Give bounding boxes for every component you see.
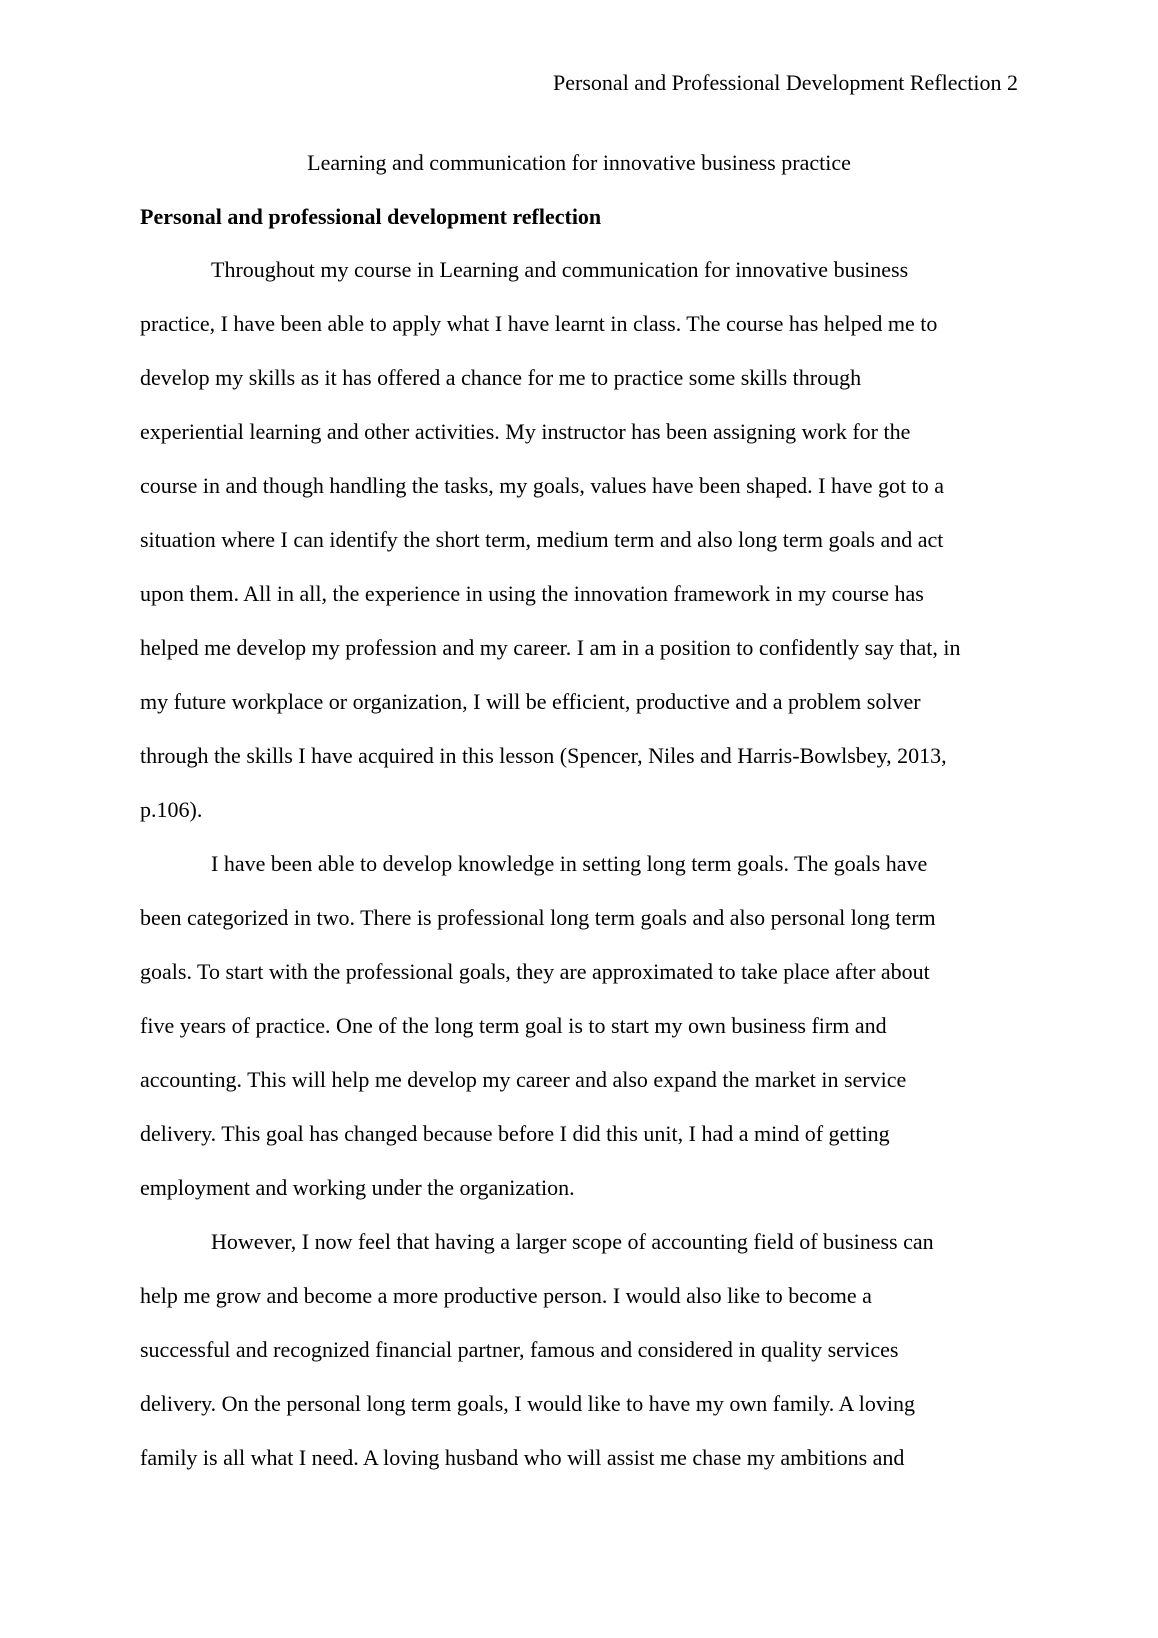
text-line: develop my skills as it has offered a chance for me to practice some skills through [140,365,862,390]
text-line: situation where I can identify the short term, medium term and also long term goals and act [140,527,944,552]
text-line: been categorized in two. There is professional long term goals and also personal long term [140,905,936,930]
text-line: p.106). [140,797,203,822]
text-line: successful and recognized financial partner, famous and considered in quality services [140,1337,899,1362]
text-line: employment and working under the organization. [140,1175,575,1200]
text-line: I have been able to develop knowledge in setting long term goals. The goals have [211,851,928,876]
text-line: helped me develop my profession and my career. I am in a position to confidently say that, in [140,635,961,660]
text-line: experiential learning and other activities. My instructor has been assigning work for the [140,419,911,444]
text-line: Throughout my course in Learning and communication for innovative business [211,257,909,282]
running-head: Personal and Professional Development Reflection 2 [553,70,1018,95]
text-line: However, I now feel that having a larger scope of accounting field of business can [211,1229,934,1254]
text-line: through the skills I have acquired in this lesson (Spencer, Niles and Harris-Bowlsbey, 2013, [140,743,947,768]
text-line: practice, I have been able to apply what I have learnt in class. The course has helped me to [140,311,938,336]
text-line: my future workplace or organization, I will be efficient, productive and a problem solver [140,689,921,714]
section-heading: Personal and professional development reflection [140,204,602,229]
paragraph-3 [140,1227,1020,1497]
document-body [140,255,1020,1497]
paragraph-2 [140,849,1020,1227]
text-line: accounting. This will help me develop my career and also expand the market in service [140,1067,907,1092]
text-line: delivery. This goal has changed because before I did this unit, I had a mind of getting [140,1121,890,1146]
text-line: goals. To start with the professional goals, they are approximated to take place after about [140,959,930,984]
text-line: family is all what I need. A loving husband who will assist me chase my ambitions and [140,1445,905,1470]
text-line: help me grow and become a more productive person. I would also like to become a [140,1283,872,1308]
text-line: delivery. On the personal long term goals, I would like to have my own family. A loving [140,1391,915,1416]
text-line: course in and though handling the tasks, my goals, values have been shaped. I have got to a [140,473,945,498]
document-title: Learning and communication for innovative business practice [307,150,851,175]
text-line: upon them. All in all, the experience in using the innovation framework in my course has [140,581,924,606]
paragraph-1 [140,255,1020,849]
text-line: five years of practice. One of the long term goal is to start my own business firm and [140,1013,887,1038]
